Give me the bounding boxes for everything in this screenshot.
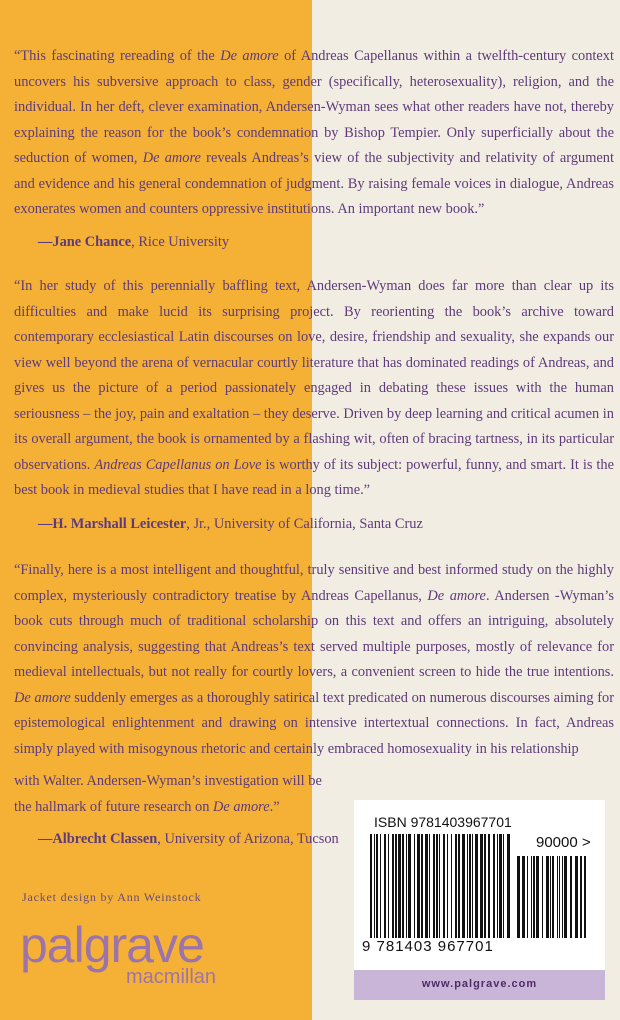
barcode-bar: [533, 856, 535, 938]
barcode-bar: [447, 834, 448, 938]
barcode-bar: [575, 856, 578, 938]
barcode-bar: [395, 834, 397, 938]
isbn-barcode: [370, 834, 510, 938]
macmillan-logo: macmillan: [126, 966, 217, 988]
barcode-bar: [467, 834, 468, 938]
review-attribution-2: —H. Marshall Leicester, Jr., University of California, Santa Cruz: [38, 516, 423, 532]
barcode-bar: [562, 856, 563, 938]
barcode-bar: [527, 856, 528, 938]
barcode-bar: [550, 856, 551, 938]
barcode-bar: [398, 834, 401, 938]
barcode-bar: [559, 856, 560, 938]
jacket-design-credit: Jacket design by Ann Weinstock: [22, 890, 202, 904]
barcode-bar: [570, 856, 572, 938]
review-attribution-3: —Albrecht Classen, University of Arizona, Tucson: [38, 831, 339, 847]
barcode-bar: [421, 834, 423, 938]
review-quote-3-line: with Walter. Andersen-Wyman’s investigation will be: [14, 773, 322, 789]
price-barcode: [517, 856, 589, 938]
barcode-bar: [425, 834, 428, 938]
barcode-bar: [580, 856, 582, 938]
review-quote-3: “Finally, here is a most intelligent and thoughtful, truly sensitive and best informed study on the highly complex, mysteriously contradictory treatise by Andreas Capellanus, De amore. Andersen -Wyman’s book cuts through much of traditional scholarship on this text and offers an intriguing, absolutely convincing analysis, suggesting that Andreas’s text served multiple purposes, mostly of relevance for medieval intellectuals, but not really for courtly lovers, a convenient screen to hide the true intentions. De amore suddenly emerges as a thoroughly satirical text predicated on numerous discourses aiming for epistemological enlightenment and drawing on intensive intertextual connections. In fact, Andreas simply played with misogynous rhetoric and certainly embraced homosexuality in his relationship: [14, 562, 614, 757]
review-quote-1: “This fascinating rereading of the De amore of Andreas Capellanus within a twelfth-century context uncovers his subversive approach to class, gender (specifically, heterosexuality), religion, and the individual. In her deft, clever examination, Andersen-Wyman sees what other readers have not, thereby explaining the reason for the book’s condemnation by Bishop Tempier. Only superficially about the seduction of women, De amore reveals Andreas’s view of the subjectivity and relativity of argument and evidence and his general condemnation of judgment. By raising female voices in dialogue, Andreas exonerates women and counters oppressive institutions. An important new book.”: [14, 48, 614, 217]
barcode-bar: [499, 834, 502, 938]
barcode-bar: [469, 834, 471, 938]
barcode-bar: [531, 856, 532, 938]
barcode-bar: [380, 834, 381, 938]
palgrave-logo: palgrave: [20, 917, 204, 973]
barcode-bar: [458, 834, 460, 938]
barcode-bar: [433, 834, 435, 938]
barcode-bar: [392, 834, 394, 938]
review-quote-2: “In her study of this perennially baffling text, Andersen-Wyman does far more than clear up its difficulties and make lucid its surprising project. By reorienting the book’s archive toward contemporary ecclesiastical Latin discourses on love, desire, friendship and sexuality, she expands our view well beyond the arena of vernacular courtly literature that has dominated readings of Andreas, and gives us the picture of a period passionately engaged in debating these issues with the human seriousness – the joy, pain and exaltation – they deserve. Driven by deep learning and critical acumen in its overall argument, the book is ornamented by a flashing wit, often of bracing tartness, in its particular observations. Andreas Capellanus on Love is worthy of its subject: powerful, funny, and smart. It is the best book in medieval studies that I have read in a long time.”: [14, 278, 615, 498]
isbn-label: ISBN 9781403967701: [374, 814, 512, 830]
barcode-bar: [564, 856, 567, 938]
barcode-bar: [414, 834, 415, 938]
barcode-bar: [436, 834, 438, 938]
price-code: 90000 >: [536, 834, 591, 851]
barcode-bar: [439, 834, 440, 938]
barcode-bar: [417, 834, 420, 938]
barcode-bar: [584, 856, 586, 938]
barcode-bar: [462, 834, 465, 938]
review-quote-3-tail: the hallmark of future research on De amore.”: [14, 799, 280, 815]
review-attribution-1: —Jane Chance, Rice University: [38, 234, 230, 250]
barcode-bar: [408, 834, 411, 938]
barcode-bar: [370, 834, 372, 938]
barcode-bar: [472, 834, 473, 938]
barcode-bar: [388, 834, 389, 938]
barcode-digits: 9 781403 967701: [362, 938, 494, 955]
barcode-bar: [557, 856, 558, 938]
barcode-bar: [522, 856, 525, 938]
barcode-bar: [546, 856, 549, 938]
barcode-bar: [507, 834, 510, 938]
barcode-bar: [517, 856, 520, 938]
barcode-bar: [497, 834, 498, 938]
barcode-bar: [488, 834, 490, 938]
barcode-bar: [451, 834, 452, 938]
barcode-bar: [536, 856, 539, 938]
barcode-bar: [475, 834, 478, 938]
barcode-bar: [455, 834, 457, 938]
barcode-bar: [402, 834, 404, 938]
barcode-bar: [503, 834, 504, 938]
barcode-bar: [542, 856, 543, 938]
barcode-bar: [484, 834, 486, 938]
barcode-bar: [443, 834, 445, 938]
barcode-bar: [384, 834, 386, 938]
url-strip: [354, 970, 605, 1000]
barcode-bar: [406, 834, 407, 938]
barcode-panel: [354, 800, 605, 970]
barcode-bar: [480, 834, 483, 938]
barcode-bar: [493, 834, 495, 938]
barcode-bar: [429, 834, 430, 938]
publisher-url: www.palgrave.com: [421, 978, 538, 990]
barcode-bar: [552, 856, 554, 938]
barcode-bar: [374, 834, 375, 938]
barcode-bar: [376, 834, 378, 938]
